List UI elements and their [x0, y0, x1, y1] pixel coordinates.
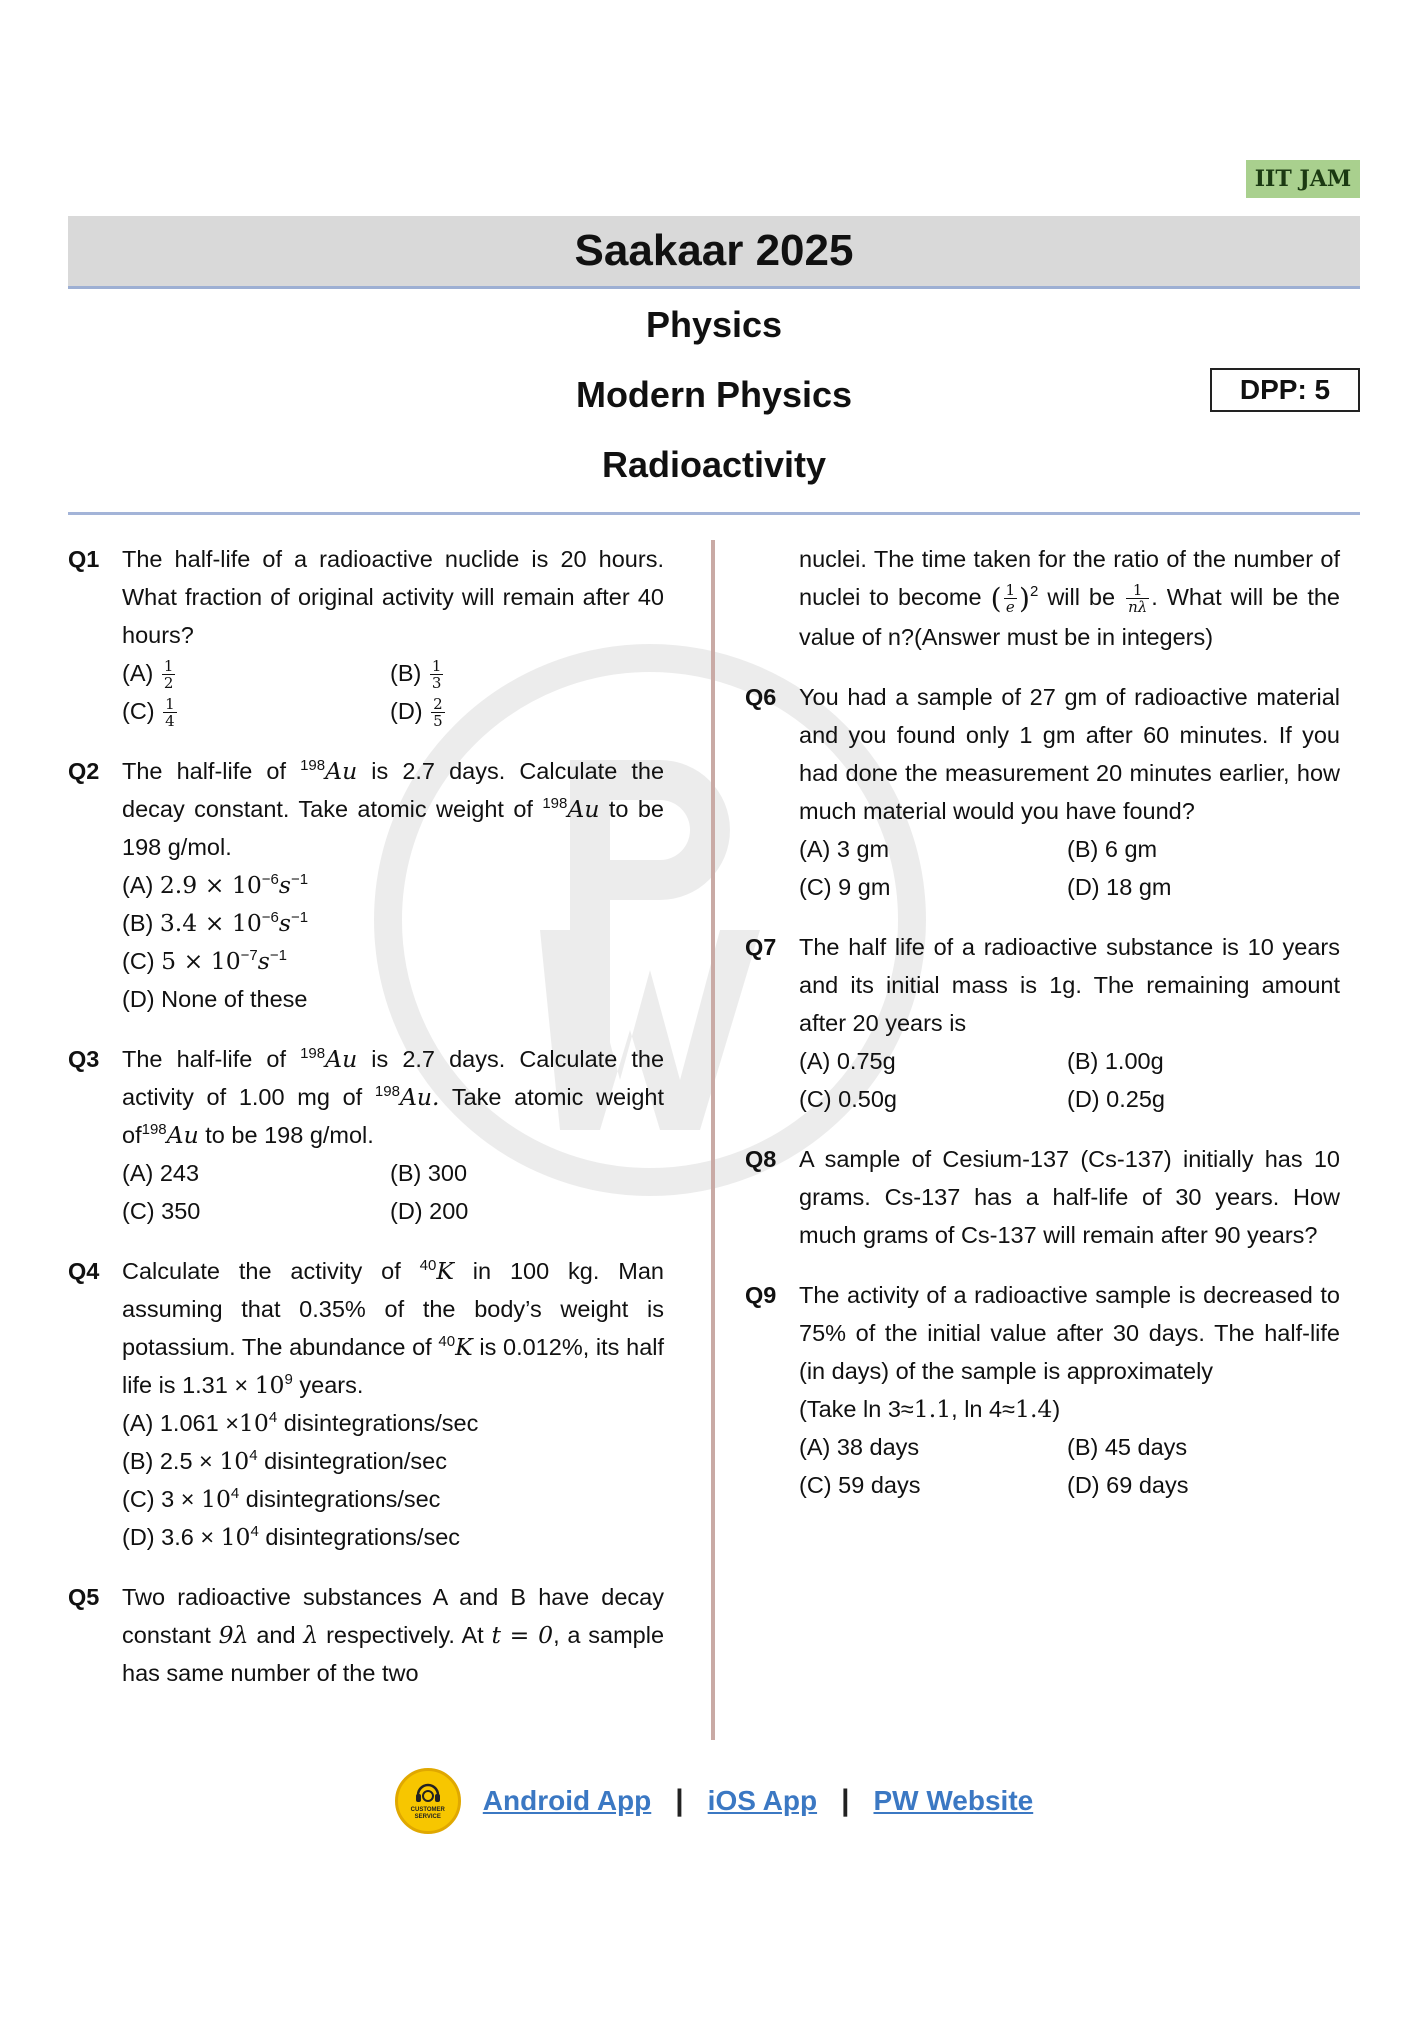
question-text: The activity of a radioactive sample is decreased to 75% of the initial value after 30 days. The half-life (in days) of the sample is approximately	[799, 1281, 1340, 1384]
question-8	[745, 1140, 1340, 1254]
question-5	[68, 1578, 664, 1692]
exam-tag: IIT JAM	[1246, 160, 1360, 198]
question-note: (Take ln 3≈1.1, ln 4≈1.4)	[799, 1394, 1061, 1423]
options	[122, 654, 664, 730]
question-text: The half-life of a radioactive nuclide is 20 hours. What fraction of original activity will remain after 40 hours?	[122, 546, 664, 648]
question-9	[745, 1276, 1340, 1504]
question-text: nuclei. The time taken for the ratio of the number of nuclei to become ( $\frac{1}{e}$ )$^2$ will be $\frac{1}{n\lambda}$ . What will be the value of n?(Answer must be in integers)	[799, 546, 1340, 650]
question-number: Q1	[68, 546, 100, 572]
page-title: Saakaar 2025	[574, 226, 854, 275]
right-column	[745, 540, 1340, 1526]
option-a: (A) 3 gm	[799, 835, 890, 862]
title-bar	[68, 216, 1360, 289]
question-number: Q4	[68, 1258, 100, 1284]
option-b: (B) 45 days	[1067, 1433, 1188, 1460]
option-d: (D) 69 days	[1067, 1471, 1189, 1498]
question-number: Q7	[745, 933, 777, 960]
ios-app-link[interactable]: iOS App	[707, 1785, 818, 1816]
option-a: (A) 243	[122, 1160, 200, 1186]
question-number: Q5	[68, 1584, 100, 1610]
dpp-badge: DPP: 5	[1210, 368, 1360, 412]
question-6	[745, 678, 1340, 906]
option-b: (B) 6 gm	[1067, 835, 1158, 862]
question-text: The half life of a radioactive substance is 10 years and its initial mass is 1g. The remaining amount after 20 years is	[799, 933, 1340, 1036]
question-number: Q9	[745, 1281, 777, 1308]
option-c: (C) $5 \times 10^{-7}s^{-1}$	[122, 947, 287, 975]
header-divider	[68, 512, 1360, 515]
question-number: Q3	[68, 1046, 100, 1072]
customer-service-icon[interactable]	[395, 1768, 461, 1834]
question-4	[68, 1252, 664, 1556]
question-text: You had a sample of 27 gm of radioactive material and you found only 1 gm after 60 minutes. If you had done the measurement 20 minutes earlier, how much material would you have found?	[799, 683, 1340, 824]
option-c: (C) 59 days	[799, 1471, 921, 1498]
question-text: The half-life of $^{198}$Au is 2.7 days. Calculate the activity of 1.00 mg of $^{198}$Au. Take atomic weight $of^{198}Au$ to be 198 g/mol.	[122, 1045, 665, 1149]
subject-heading: Physics	[645, 304, 783, 345]
options	[122, 1404, 664, 1556]
question-number: Q8	[745, 1145, 777, 1172]
customer-service-label: CUSTOMER SERVICE	[410, 1807, 445, 1820]
option-d: (D) 200	[390, 1198, 469, 1224]
topic-heading: Radioactivity	[601, 444, 827, 485]
option-c: (C) $3 \times 10^4$ disintegrations/sec	[122, 1485, 441, 1513]
question-1	[68, 540, 664, 730]
chapter-heading: Modern Physics	[575, 374, 853, 415]
option-c: (C) 9 gm	[799, 873, 891, 900]
option-d: (D) None of these	[122, 986, 308, 1012]
option-c: (C) 0.50g	[799, 1085, 897, 1112]
footer	[0, 1768, 1428, 1834]
options	[799, 1042, 1340, 1118]
option-b: (B) 1.00g	[1067, 1047, 1164, 1074]
option-a: (A) 38 days	[799, 1433, 920, 1460]
options	[799, 1428, 1340, 1504]
question-3	[68, 1040, 664, 1230]
question-2	[68, 752, 664, 1018]
column-divider	[711, 540, 715, 1740]
option-c: (C) $\frac{1}{4}$	[122, 695, 175, 731]
option-d: (D) 18 gm	[1067, 873, 1172, 900]
options	[799, 830, 1340, 906]
left-column	[68, 540, 664, 1714]
question-text: The half-life of $^{198}$Au is 2.7 days. Calculate the decay constant. Take atomic weight of $^{198}$Au to be 198 g/mol.	[122, 757, 665, 860]
option-a: (A) $2.9 \times 10^{-6}s^{-1}$	[122, 871, 309, 899]
separator: |	[675, 1784, 684, 1817]
option-d: (D) $\frac{2}{5}$	[390, 695, 443, 731]
question-number: Q6	[745, 683, 777, 710]
option-b: (B) $2.5 \times 10^4$ disintegration/sec	[122, 1447, 447, 1475]
question-text: A sample of Cesium-137 (Cs-137) initially has 10 grams. Cs-137 has a half-life of 30 years. How much grams of Cs-137 will remain after 90 years?	[799, 1145, 1340, 1248]
option-a: (A) $1.061 \times 10^4$ disintegrations/sec	[122, 1409, 479, 1437]
pw-website-link[interactable]: PW Website	[873, 1785, 1034, 1816]
android-app-link[interactable]: Android App	[482, 1785, 652, 1816]
option-c: (C) 350	[122, 1198, 201, 1224]
question-text: Calculate the activity of $^{40}$K in 100 kg. Man assuming that 0.35% of the body’s weight is potassium. The abundance of $^{40}$K is 0.012%, its half life is $1.31 \times 10^9$ years.	[122, 1257, 665, 1399]
option-b: (B) 300	[390, 1160, 468, 1186]
option-b: (B) $3.4 \times 10^{-6}s^{-1}$	[122, 909, 309, 937]
option-b: (B) $\frac{1}{3}$	[390, 657, 442, 693]
option-d: (D) 0.25g	[1067, 1085, 1165, 1112]
option-a: (A) $\frac{1}{2}$	[122, 657, 174, 693]
headset-icon	[413, 1781, 443, 1807]
options	[122, 1154, 664, 1230]
option-d: (D) $3.6 \times 10^4$ disintegrations/sec	[122, 1523, 461, 1551]
options	[122, 866, 664, 1018]
question-number: Q2	[68, 758, 100, 784]
question-5-continued	[745, 540, 1340, 656]
option-a: (A) 0.75g	[799, 1047, 896, 1074]
separator: |	[841, 1784, 850, 1817]
question-7	[745, 928, 1340, 1118]
question-text: Two radioactive substances A and B have decay constant 9λ and λ respectively. At t = 0, a sample has same number of the two	[122, 1584, 665, 1686]
